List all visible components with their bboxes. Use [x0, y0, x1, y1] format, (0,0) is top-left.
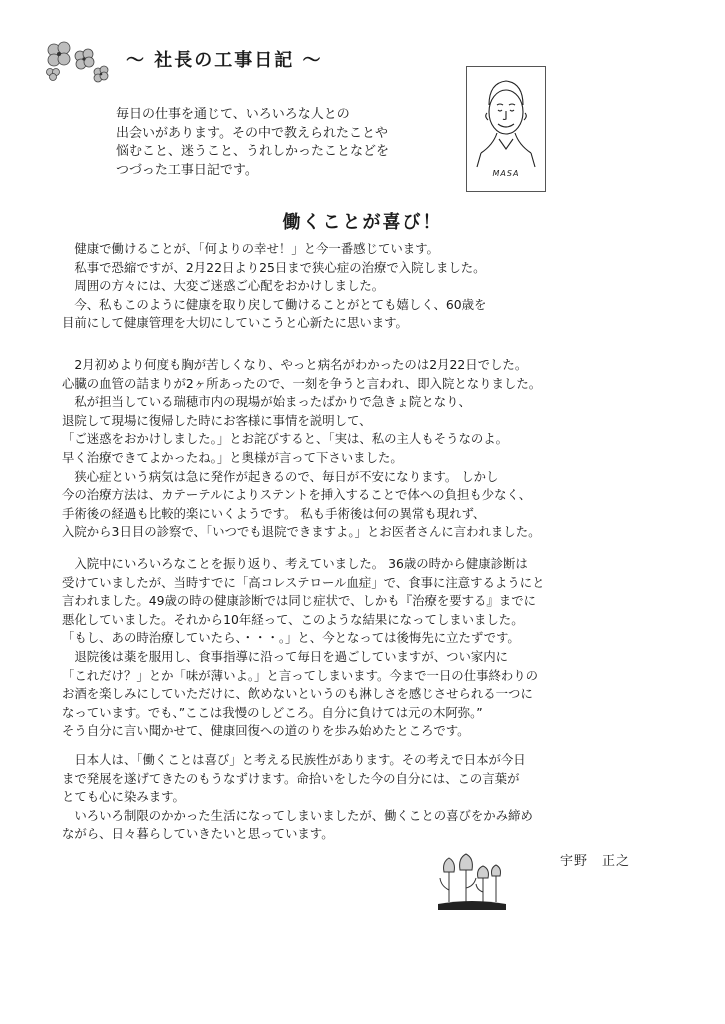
paragraph: 日本人は、「働くことは喜び」と考える民族性があります。その考えで日本が今日 まで発展を遂げてきたのもうなずけます。命拾いをした今の自分には、この言葉が とても心に染みます。 いろいろ制限のかかった生活になってしまいましたが、働くことの喜びをかみ締め ながら、日々暮らしていきたいと思っています。	[62, 752, 533, 842]
clover-icon	[40, 38, 120, 88]
paragraph: 健康で働けることが、「何よりの幸せ！」と今一番感じています。 私事で恐縮ですが、2月22日より25日まで狭心症の治療で入院しました。 周囲の方々には、大変ご迷惑ご心配をおかけしました。 今、私もこのように健康を取り戻して働けることがとても嬉しく、60歳を 目前にして健康管理を大切にしていこうと心新たに思います。	[62, 241, 487, 331]
tulip-icon	[436, 850, 508, 914]
portrait-signature: MASA	[492, 169, 520, 178]
author-name: 宇野 正之	[560, 854, 631, 869]
intro-text: 毎日の仕事を通じて、いろいろな人との 出会いがあります。その中で教えられたことや 悩むこと、迷うこと、うれしかったことなどを つづった工事日記です。	[116, 107, 390, 178]
page-title: ～ 社長の工事日記 ～	[126, 50, 323, 71]
paragraph: 2月初めより何度も胸が苦しくなり、やっと病名がわかったのは2月22日でした。 心臓の血管の詰まりが2ヶ所あったので、一刻を争うと言われ、即入院となりました。 私が担当している瑞穂市内の現場が始まったばかりで急きょ院となり、 退院して現場に復帰した時にお客様に事情を説明して、 「ご迷惑をおかけしました。」とお詫びすると、「実は、私の主人もそうなのよ。 早く治療できてよかったね。」と奥様が言って下さいました。 狭心症という病気は急に発作が起きるので、毎日が不安になります。 しかし 今の治療方法は、カテーテルによりステントを挿入することで体への負担も少なく、 手術後の経過も比較的楽にいくようです。 私も手術後は何の異常も現れず、 入院から3日目の診察で、「いつでも退院できますよ。」とお医者さんに言われました。	[62, 357, 542, 540]
paragraph: 入院中にいろいろなことを振り返り、考えていました。 36歳の時から健康診断は 受けていましたが、当時すでに「高コレステロール血症」で、食事に注意するようにと 言われました。49歳の時の健康診断では同じ症状で、しかも『治療を要する』までに 悪化していました。それから10年経って、このような結果になってしまいました。 「もし、あの時治療していたら、・・・。」と、今となっては後悔先に立たずです。 退院後は薬を服用し、食事指導に沿って毎日を過ごしていますが、つい家内に 「これだけ？」とか「味が薄いよ。」と言ってしまいます。今まで一日の仕事終わりの お酒を楽しみにしていただけに、飲めないというのも淋しさを感じさせられる一つに なっています。でも、”ここは我慢のしどころ。自分に負けては元の木阿弥。” そう自分に言い聞かせて、健康回復への道のりを歩み始めたところです。	[62, 556, 545, 739]
article-headline: 働くことが喜び！	[282, 212, 443, 233]
portrait-illustration	[466, 66, 546, 192]
